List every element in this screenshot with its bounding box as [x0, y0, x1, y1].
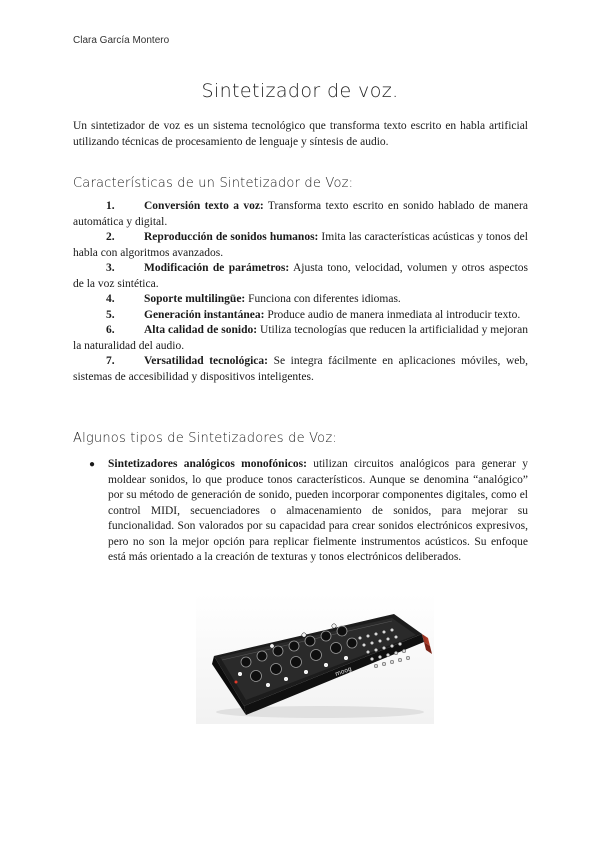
feature-term: Modificación de parámetros: — [144, 262, 290, 274]
feature-item: 7. Versatilidad tecnológica: Se integra fácilmente en aplicaciones móviles, web, sistemas de accesibilidad y dispositivos inteligentes. — [73, 355, 528, 383]
feature-text: Produce audio de manera inmediata al introducir texto. — [264, 308, 521, 321]
feature-term: Versatilidad tecnológica: — [144, 355, 268, 367]
synthesizer-image — [196, 594, 434, 724]
feature-item: 5. Generación instantánea: Produce audio de manera inmediata al introducir texto. — [106, 308, 521, 321]
feature-term: Conversión texto a voz: — [144, 200, 264, 212]
types-list — [89, 457, 528, 566]
intro-paragraph: Un sintetizador de voz es un sistema tecnológico que transforma texto escrito en habla artificial utilizando técnicas de procesamiento de lenguaje y síntesis de audio. — [73, 120, 528, 148]
features-heading: Características de un Sintetizador de Voz: — [73, 176, 354, 191]
type-term: Sintetizadores analógicos monofónicos: — [108, 458, 307, 470]
feature-item: 6. Alta calidad de sonido: Utiliza tecnologías que reducen la artificialidad y mejoran la naturalidad del audio. — [73, 324, 528, 352]
feature-term: Reproducción de sonidos humanos: — [144, 231, 319, 243]
feature-text: Se integra fácilmente en aplicaciones móviles, web, sistemas de accesibilidad y dispositivos inteligentes. — [73, 355, 528, 383]
feature-term: Generación instantánea: — [144, 308, 265, 321]
feature-term: Soporte multilingüe: — [144, 293, 246, 305]
feature-item: 4. Soporte multilingüe: Funciona con diferentes idiomas. — [106, 293, 401, 305]
feature-term: Alta calidad de sonido: — [144, 324, 258, 336]
feature-text: Transforma texto escrito en sonido hablado de manera automática y digital. — [73, 200, 528, 228]
type-item — [89, 457, 528, 566]
feature-text: Funciona con diferentes idiomas. — [245, 293, 401, 305]
author-name: Clara García Montero — [73, 35, 170, 46]
feature-text: Utiliza tecnologías que reducen la artificialidad y mejoran la naturalidad del audio. — [73, 324, 528, 352]
feature-item: 1. Conversión texto a voz: Transforma texto escrito en sonido hablado de manera automática y digital. — [73, 200, 528, 228]
features-list — [73, 199, 528, 385]
feature-text: Imita las características acústicas y tonos del habla con algoritmos avanzados. — [73, 231, 528, 259]
feature-item: 3. Modificación de parámetros: Ajusta tono, velocidad, volumen y otros aspectos de la voz sintética. — [73, 262, 528, 290]
bullet-icon: ● — [89, 459, 96, 470]
feature-item: 2. Reproducción de sonidos humanos: Imita las características acústicas y tonos del habla con algoritmos avanzados. — [73, 231, 528, 259]
type-text: utilizan circuitos analógicos para generar y moldear sonidos, lo que produce tonos característicos. Aunque se denomina “analógico” por su método de generación de sonido, pueden incorporar componentes digitales, como el control MIDI, secuenciadores o almacenamiento de sonidos, para mejorar su funcionalidad. Son valorados por su capacidad para crear sonidos electrónicos expresivos, pero no son la mejor opción para replicar fielmente instrumentos acústicos. Su enfoque está más orientado a la creación de texturas y tonos electrónicos deliberados. — [108, 458, 528, 563]
feature-text: Ajusta tono, velocidad, volumen y otros aspectos de la voz sintética. — [73, 262, 528, 290]
panel-label: moog — [334, 665, 353, 678]
document-title: Sintetizador de voz. — [201, 80, 399, 102]
types-heading: Algunos tipos de Sintetizadores de Voz: — [73, 431, 337, 446]
